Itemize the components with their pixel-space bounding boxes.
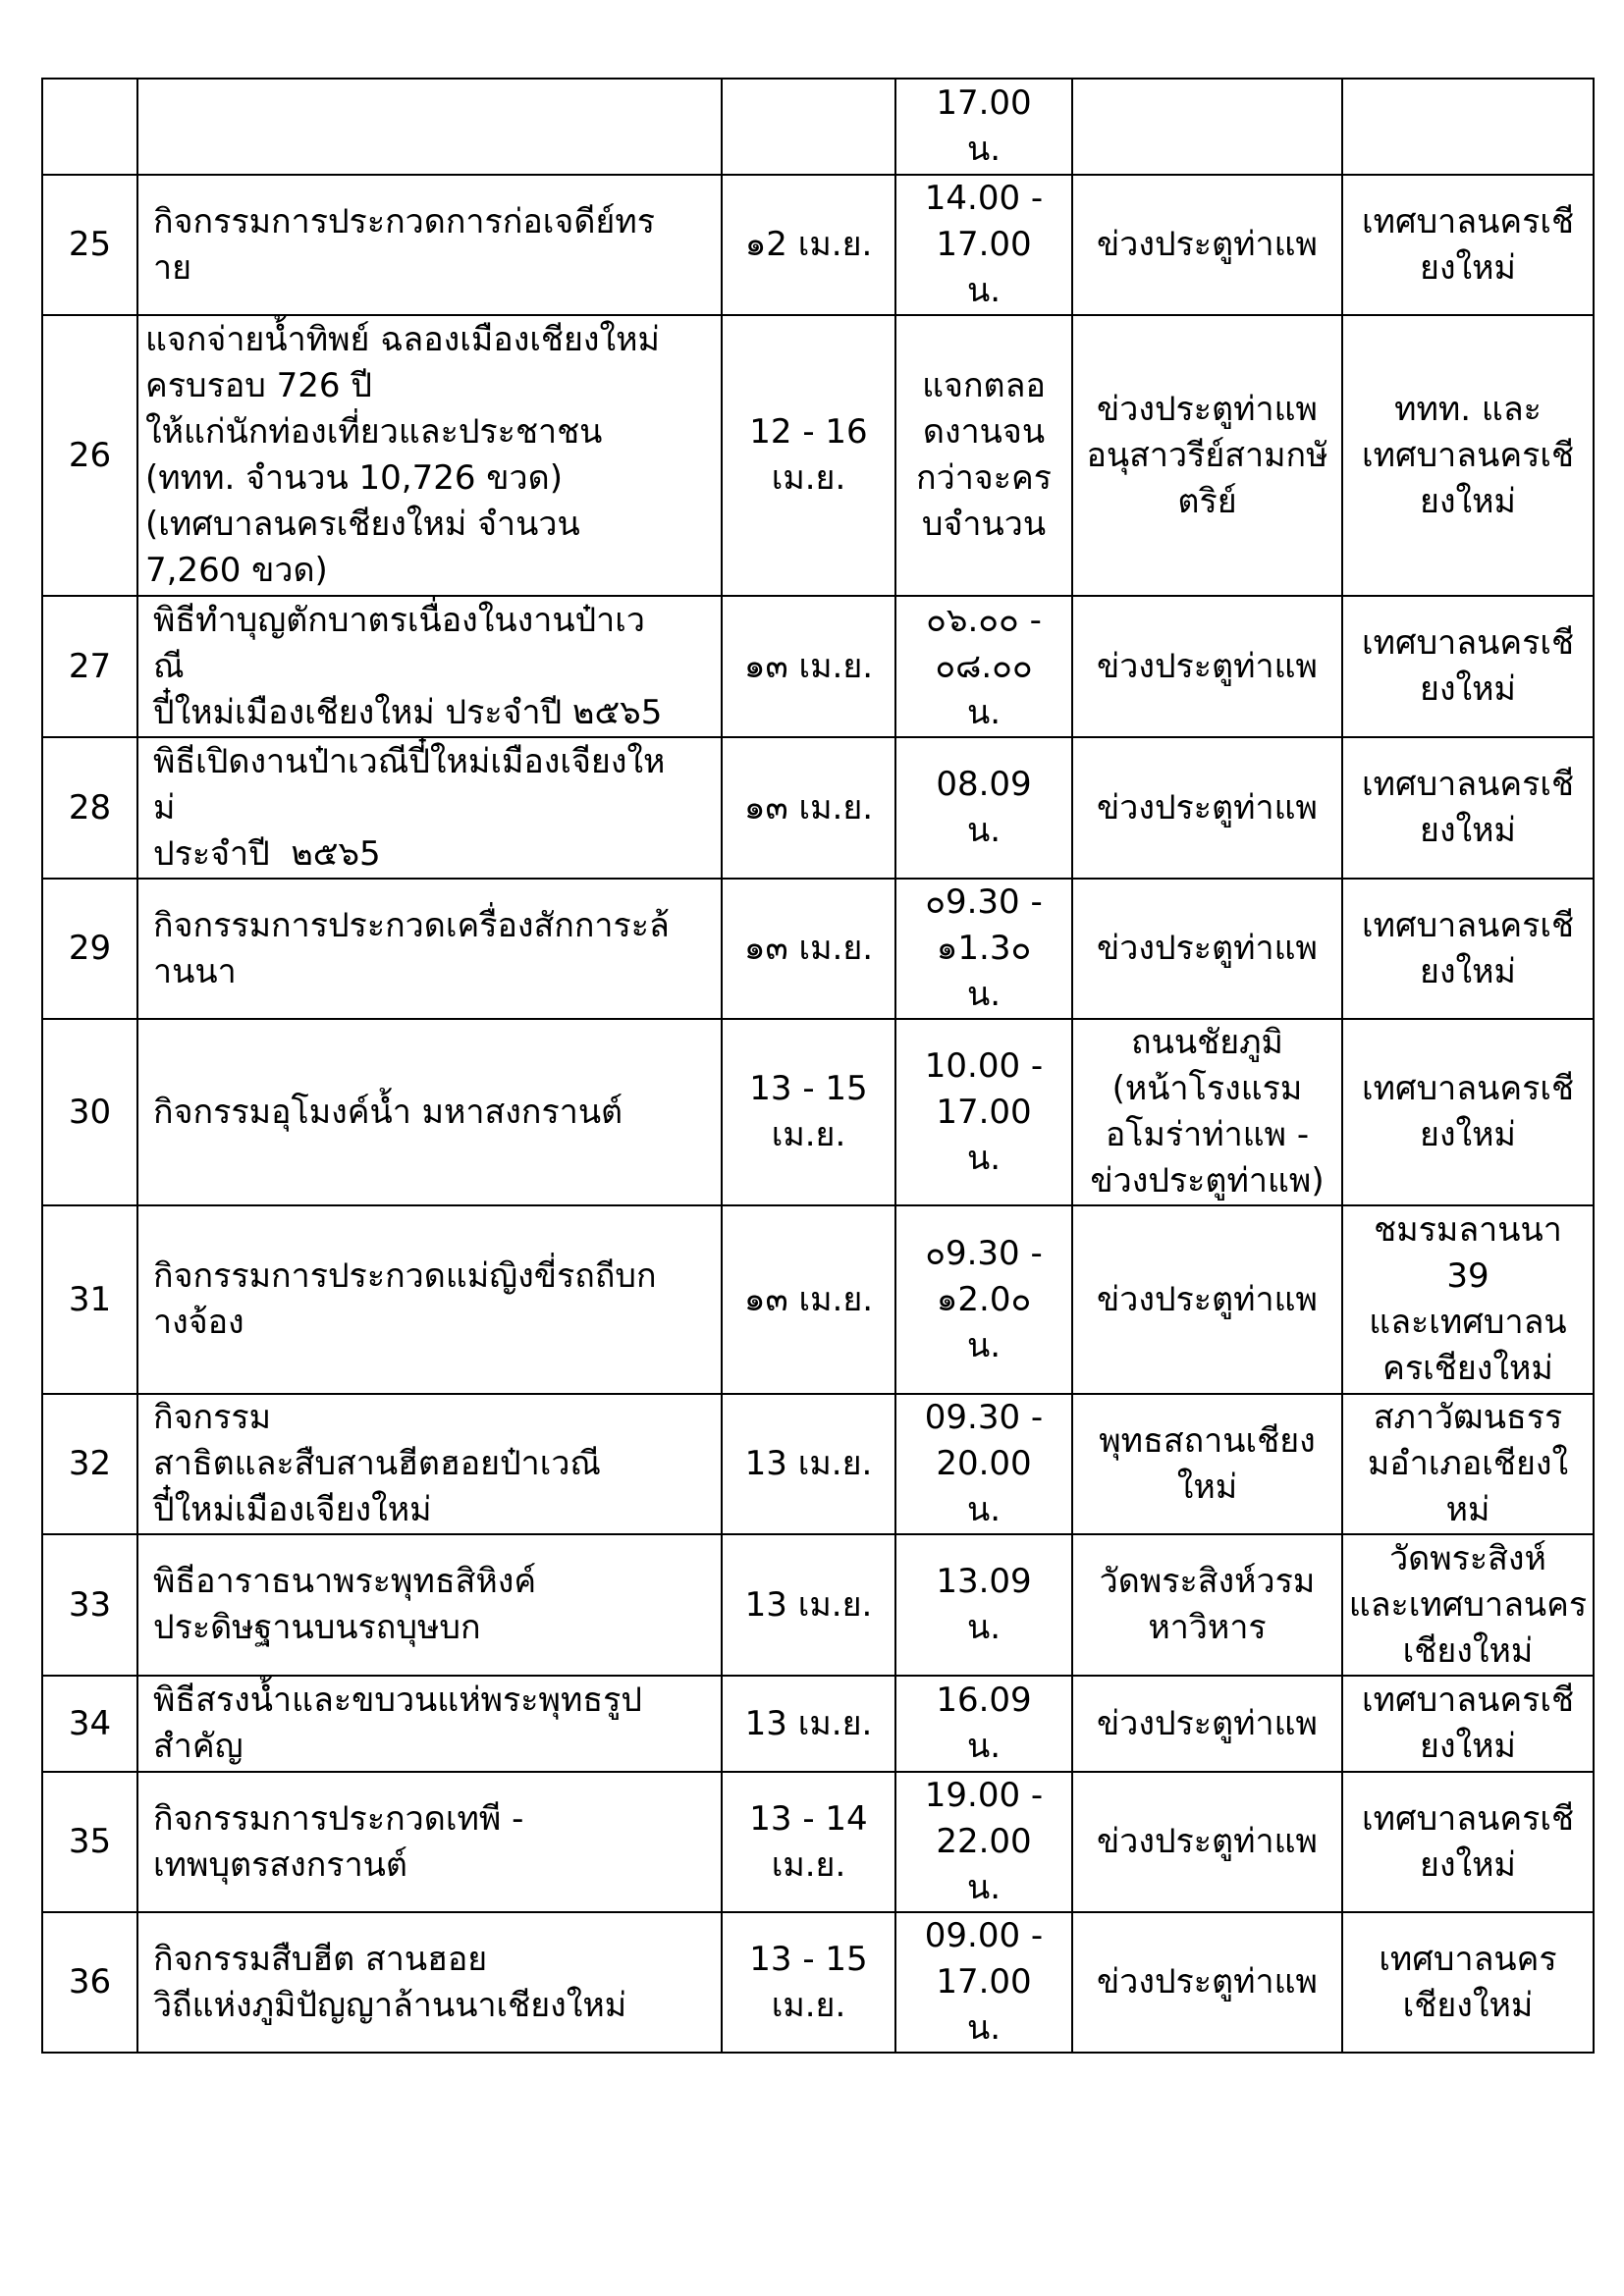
activity-cell: พิธีสรงน้ำและขบวนแห่พระพุทธรูป สำคัญ xyxy=(137,1676,722,1772)
date-cell: ๑๓ เม.ย. xyxy=(722,596,895,737)
time-cell: ๐9.30 - ๑2.0๐ น. xyxy=(895,1205,1072,1394)
date-cell: ๑2 เม.ย. xyxy=(722,175,895,315)
table-row xyxy=(42,1019,1594,1205)
row-number xyxy=(42,79,137,175)
row-number: 31 xyxy=(42,1205,137,1394)
table-row xyxy=(42,1205,1594,1394)
venue-cell xyxy=(1072,79,1342,175)
table-row xyxy=(42,879,1594,1019)
row-number: 34 xyxy=(42,1676,137,1772)
date-cell: ๑๓ เม.ย. xyxy=(722,879,895,1019)
table-row xyxy=(42,1676,1594,1772)
table-row xyxy=(42,737,1594,879)
time-cell: 19.00 - 22.00 น. xyxy=(895,1772,1072,1912)
date-cell: 13 เม.ย. xyxy=(722,1534,895,1676)
row-number: 30 xyxy=(42,1019,137,1205)
venue-cell: ข่วงประตูท่าแพ xyxy=(1072,1772,1342,1912)
venue-cell: ข่วงประตูท่าแพ xyxy=(1072,596,1342,737)
organizer-cell: เทศบาลนครเชี ยงใหม่ xyxy=(1342,737,1594,879)
activity-cell: กิจกรรมอุโมงค์น้ำ มหาสงกรานต์ xyxy=(137,1019,722,1205)
activity-cell: พิธีเปิดงานป๋าเวณีปี๋ใหม่เมืองเจียงให ม่ ประจำปี ๒๕๖5 xyxy=(137,737,722,879)
time-cell: 17.00 น. xyxy=(895,79,1072,175)
date-cell: 12 - 16 เม.ย. xyxy=(722,315,895,596)
row-number: 25 xyxy=(42,175,137,315)
venue-cell: วัดพระสิงห์วรม หาวิหาร xyxy=(1072,1534,1342,1676)
table-row xyxy=(42,175,1594,315)
activity-cell: กิจกรรม สาธิตและสืบสานฮีตฮอยป๋าเวณี ปี๋ใหม่เมืองเจียงใหม่ xyxy=(137,1394,722,1534)
venue-cell: พุทธสถานเชียง ใหม่ xyxy=(1072,1394,1342,1534)
venue-cell: ข่วงประตูท่าแพ xyxy=(1072,1676,1342,1772)
activity-cell: พิธีทำบุญตักบาตรเนื่องในงานป๋าเว ณี ปี๋ใหม่เมืองเชียงใหม่ ประจำปี ๒๕๖5 xyxy=(137,596,722,737)
organizer-cell: วัดพระสิงห์ และเทศบาลนคร เชียงใหม่ xyxy=(1342,1534,1594,1676)
date-cell: 13 - 15 เม.ย. xyxy=(722,1912,895,2053)
activity-cell: กิจกรรมการประกวดแม่ญิงขี่รถถีบก างจ้อง xyxy=(137,1205,722,1394)
date-cell: 13 เม.ย. xyxy=(722,1676,895,1772)
time-cell: 08.09 น. xyxy=(895,737,1072,879)
time-cell: 13.09 น. xyxy=(895,1534,1072,1676)
organizer-cell: เทศบาลนครเชี ยงใหม่ xyxy=(1342,879,1594,1019)
table-row xyxy=(42,1394,1594,1534)
time-cell: ๐๖.๐๐ - ๐๘.๐๐ น. xyxy=(895,596,1072,737)
row-number: 28 xyxy=(42,737,137,879)
activity-cell: กิจกรรมการประกวดเครื่องสักการะล้ านนา xyxy=(137,879,722,1019)
venue-cell: ข่วงประตูท่าแพ xyxy=(1072,879,1342,1019)
venue-cell: ข่วงประตูท่าแพ xyxy=(1072,1205,1342,1394)
date-cell: 13 - 14 เม.ย. xyxy=(722,1772,895,1912)
date-cell: ๑๓ เม.ย. xyxy=(722,737,895,879)
organizer-cell: เทศบาลนครเชี ยงใหม่ xyxy=(1342,1676,1594,1772)
row-number: 29 xyxy=(42,879,137,1019)
organizer-cell: ชมรมลานนา 39 และเทศบาลน ครเชียงใหม่ xyxy=(1342,1205,1594,1394)
time-cell: 16.09 น. xyxy=(895,1676,1072,1772)
organizer-cell: เทศบาลนคร เชียงใหม่ xyxy=(1342,1912,1594,2053)
organizer-cell: สภาวัฒนธรร มอำเภอเชียงใ หม่ xyxy=(1342,1394,1594,1534)
venue-cell: ถนนชัยภูมิ (หน้าโรงแรม อโมร่าท่าแพ - ข่วงประตูท่าแพ) xyxy=(1072,1019,1342,1205)
organizer-cell: ททท. และ เทศบาลนครเชี ยงใหม่ xyxy=(1342,315,1594,596)
venue-cell: ข่วงประตูท่าแพ xyxy=(1072,1912,1342,2053)
table-row xyxy=(42,1912,1594,2053)
row-number: 35 xyxy=(42,1772,137,1912)
table-row xyxy=(42,1534,1594,1676)
activity-cell: กิจกรรมการประกวดเทพี - เทพบุตรสงกรานต์ xyxy=(137,1772,722,1912)
date-cell: 13 - 15 เม.ย. xyxy=(722,1019,895,1205)
time-cell: แจกตลอ ดงานจน กว่าจะคร บจำนวน xyxy=(895,315,1072,596)
venue-cell: ข่วงประตูท่าแพ อนุสาวรีย์สามกษั ตริย์ xyxy=(1072,315,1342,596)
row-number: 32 xyxy=(42,1394,137,1534)
activity-cell: แจกจ่ายน้ำทิพย์ ฉลองเมืองเชียงใหม่ ครบรอบ 726 ปี ให้แก่นักท่องเที่ยวและประชาชน (ททท. จำนวน 10,726 ขวด) (เทศบาลนครเชียงใหม่ จำนวน 7,260 ขวด) xyxy=(137,315,722,596)
table-row xyxy=(42,1772,1594,1912)
organizer-cell xyxy=(1342,79,1594,175)
time-cell: 10.00 - 17.00 น. xyxy=(895,1019,1072,1205)
activity-cell: พิธีอาราธนาพระพุทธสิหิงค์ ประดิษฐานบนรถบุษบก xyxy=(137,1534,722,1676)
activity-cell: กิจกรรมสืบฮีต สานฮอย วิถีแห่งภูมิปัญญาล้านนาเชียงใหม่ xyxy=(137,1912,722,2053)
row-number: 36 xyxy=(42,1912,137,2053)
schedule-table xyxy=(41,78,1595,2054)
organizer-cell: เทศบาลนครเชี ยงใหม่ xyxy=(1342,175,1594,315)
row-number: 33 xyxy=(42,1534,137,1676)
organizer-cell: เทศบาลนครเชี ยงใหม่ xyxy=(1342,1772,1594,1912)
time-cell: 09.30 - 20.00 น. xyxy=(895,1394,1072,1534)
time-cell: 14.00 - 17.00 น. xyxy=(895,175,1072,315)
time-cell: 09.00 - 17.00 น. xyxy=(895,1912,1072,2053)
row-number: 27 xyxy=(42,596,137,737)
organizer-cell: เทศบาลนครเชี ยงใหม่ xyxy=(1342,1019,1594,1205)
time-cell: ๐9.30 - ๑1.3๐ น. xyxy=(895,879,1072,1019)
venue-cell: ข่วงประตูท่าแพ xyxy=(1072,175,1342,315)
activity-cell xyxy=(137,79,722,175)
activity-cell: กิจกรรมการประกวดการก่อเจดีย์ทร าย xyxy=(137,175,722,315)
venue-cell: ข่วงประตูท่าแพ xyxy=(1072,737,1342,879)
table-row-continuation xyxy=(42,79,1594,175)
row-number: 26 xyxy=(42,315,137,596)
date-cell: ๑๓ เม.ย. xyxy=(722,1205,895,1394)
date-cell: 13 เม.ย. xyxy=(722,1394,895,1534)
organizer-cell: เทศบาลนครเชี ยงใหม่ xyxy=(1342,596,1594,737)
date-cell xyxy=(722,79,895,175)
table-row xyxy=(42,315,1594,596)
table-row xyxy=(42,596,1594,737)
